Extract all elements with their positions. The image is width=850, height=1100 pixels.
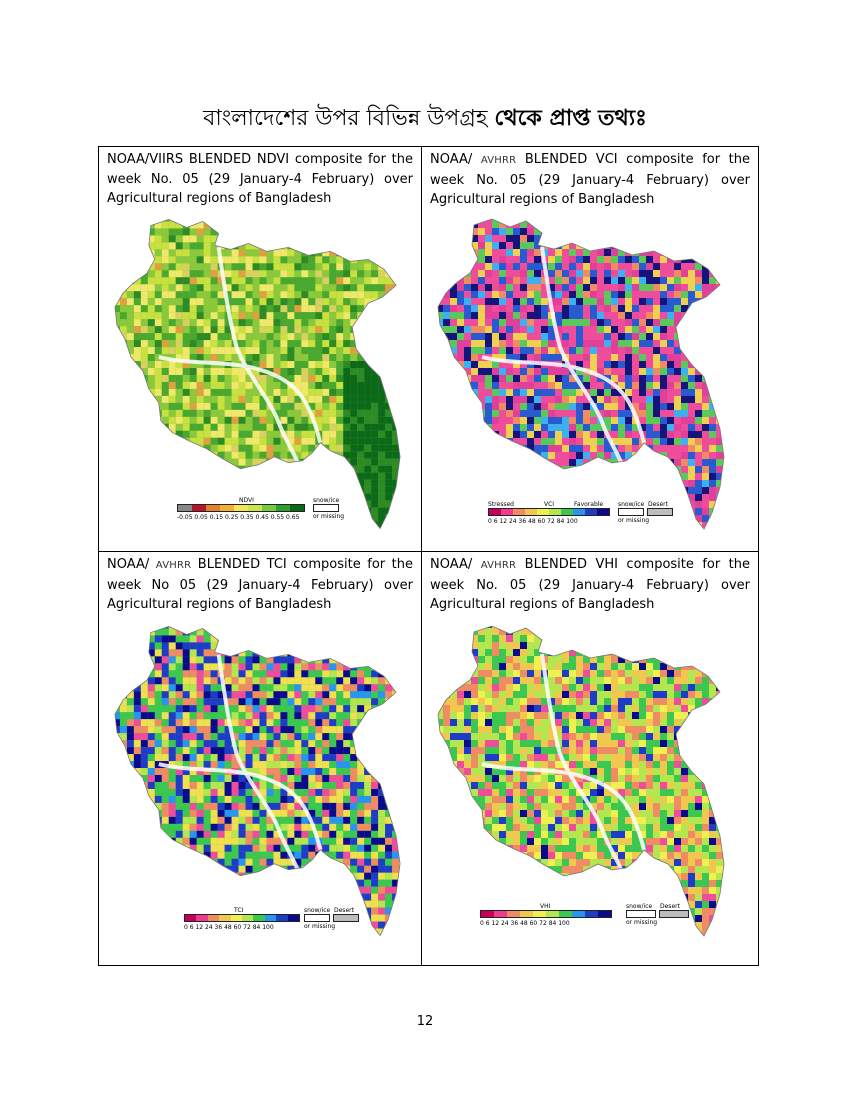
ndvi-legend-bar: [177, 504, 305, 512]
vci-legend-title: VCI: [544, 501, 555, 508]
legend-swatch: [525, 509, 537, 515]
vhi-legend: [480, 903, 720, 940]
legend-swatch: [572, 911, 585, 917]
legend-swatch: [598, 911, 611, 917]
tci-snow-label: snow/ice: [304, 907, 331, 914]
vhi-sensor: AVHRR: [480, 560, 517, 571]
legend-swatch: [196, 915, 207, 921]
ndvi-caption: NOAA/VIIRS BLENDED NDVI composite for the week No. 05 (29 January-4 February) over Agricultural regions of Bangladesh: [107, 152, 413, 206]
snow-ice-box: [618, 508, 644, 516]
desert-box: [659, 910, 689, 918]
title-normal: বাংলাদেশের উপর বিভিন্ন উপগ্রহ: [203, 106, 488, 131]
tci-missing-label: or missing: [304, 923, 336, 930]
page-number: 12: [416, 1014, 434, 1029]
vci-legend-boxes: [618, 508, 673, 516]
vhi-snow-label: snow/ice: [626, 903, 653, 910]
legend-swatch: [561, 509, 573, 515]
vci-legend-bar: [488, 508, 610, 516]
vhi-legend-bar: [480, 910, 612, 918]
ndvi-map-pixels: [99, 208, 421, 537]
legend-swatch: [513, 509, 525, 515]
legend-swatch: [489, 509, 501, 515]
tci-sensor: AVHRR: [155, 560, 192, 571]
desert-box: [333, 914, 359, 922]
legend-swatch: [597, 509, 609, 515]
tci-desert-label: Desert: [334, 907, 354, 914]
vhi-legend-title: VHI: [540, 903, 551, 910]
legend-swatch: [276, 505, 290, 511]
legend-swatch: [507, 911, 520, 917]
legend-swatch: [559, 911, 572, 917]
vhi-panel: [422, 552, 758, 965]
vci-legend: [488, 501, 708, 538]
legend-swatch: [248, 505, 262, 511]
legend-swatch: [262, 505, 276, 511]
tci-map-pixels: [99, 615, 421, 944]
tci-panel: [99, 552, 422, 965]
vhi-legend-ticks: 0 6 12 24 36 48 60 72 84 100: [480, 920, 570, 927]
vci-legend-right: Favorable: [574, 501, 604, 508]
snow-ice-box: [313, 504, 339, 512]
legend-swatch: [533, 911, 546, 917]
tci-legend-bar: [184, 914, 300, 922]
legend-swatch: [192, 505, 206, 511]
legend-swatch: [481, 911, 494, 917]
vci-panel: [422, 147, 758, 552]
legend-swatch: [290, 505, 304, 511]
legend-swatch: [234, 505, 248, 511]
legend-swatch: [549, 509, 561, 515]
legend-swatch: [206, 505, 220, 511]
legend-swatch: [585, 911, 598, 917]
vci-legend-left: Stressed: [488, 501, 514, 508]
legend-swatch: [288, 915, 299, 921]
ndvi-panel: [99, 147, 422, 552]
tci-legend: [184, 907, 404, 944]
legend-swatch: [276, 915, 287, 921]
vci-legend-ticks: 0 6 12 24 36 48 60 72 84 100: [488, 518, 578, 525]
ndvi-legend-ticks: -0.05 0.05 0.15 0.25 0.35 0.45 0.55 0.65: [177, 514, 300, 521]
tci-caption: NOAA/ AVHRR BLENDED TCI composite for the week No 05 (29 January-4 February) over Agricultural regions of Bangladesh: [107, 557, 413, 612]
snow-ice-box: [304, 914, 330, 922]
legend-swatch: [501, 509, 513, 515]
vci-missing-label: or missing: [618, 517, 650, 524]
vhi-map: [422, 614, 758, 944]
legend-swatch: [219, 915, 230, 921]
legend-swatch: [231, 915, 242, 921]
vhi-missing-label: or missing: [626, 919, 658, 926]
legend-swatch: [178, 505, 192, 511]
ndvi-legend-title: NDVI: [239, 497, 254, 504]
ndvi-missing-label: or missing: [313, 513, 345, 520]
desert-box: [647, 508, 673, 516]
tci-map: [99, 614, 421, 944]
legend-swatch: [537, 509, 549, 515]
vci-map: [422, 207, 758, 537]
tci-legend-ticks: 0 6 12 24 36 48 60 72 84 100: [184, 924, 274, 931]
tci-legend-boxes: [304, 914, 359, 922]
ndvi-legend-boxes: [313, 504, 339, 512]
vci-caption: NOAA/ AVHRR BLENDED VCI composite for the week No. 05 (29 January-4 February) over Agricultural regions of Bangladesh: [430, 152, 750, 207]
vci-snow-label: snow/ice: [618, 501, 645, 508]
legend-swatch: [185, 915, 196, 921]
vci-desert-label: Desert: [648, 501, 668, 508]
tci-legend-title: TCI: [234, 907, 244, 914]
vhi-legend-boxes: [626, 910, 689, 918]
legend-swatch: [573, 509, 585, 515]
legend-swatch: [585, 509, 597, 515]
ndvi-snow-label: snow/ice: [313, 497, 340, 504]
ndvi-map: [99, 207, 421, 537]
vhi-desert-label: Desert: [660, 903, 680, 910]
vci-sensor: AVHRR: [480, 155, 517, 166]
vhi-caption: NOAA/ AVHRR BLENDED VHI composite for the week No. 05 (29 January-4 February) over Agricultural regions of Bangladesh: [430, 557, 750, 612]
page-title: [0, 104, 850, 134]
title-bold: থেকে প্রাপ্ত তথ্যঃ: [494, 106, 647, 131]
legend-swatch: [208, 915, 219, 921]
legend-swatch: [520, 911, 533, 917]
legend-swatch: [494, 911, 507, 917]
legend-swatch: [220, 505, 234, 511]
legend-swatch: [546, 911, 559, 917]
legend-swatch: [265, 915, 276, 921]
ndvi-legend: [177, 497, 397, 534]
image-table: [98, 146, 759, 966]
snow-ice-box: [626, 910, 656, 918]
legend-swatch: [242, 915, 253, 921]
legend-swatch: [253, 915, 264, 921]
